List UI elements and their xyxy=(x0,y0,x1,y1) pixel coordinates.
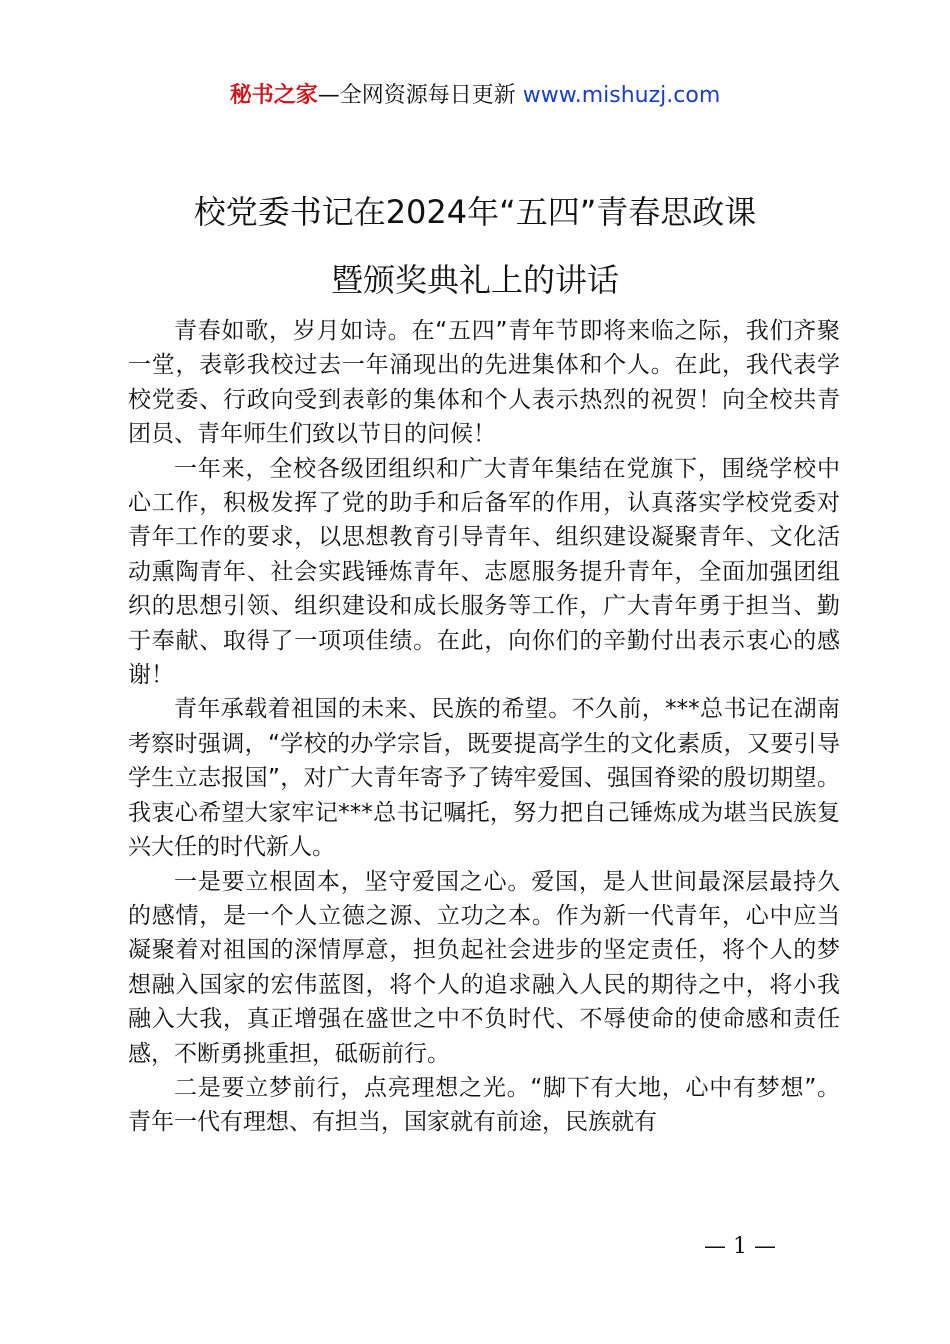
document-body xyxy=(128,314,840,1140)
body-paragraph: 青年承载着祖国的未来、民族的希望。不久前，***总书记在湖南考察时强调，“学校的办学宗旨，既要提高学生的文化素质，又要引导学生立志报国”，对广大青年寄予了铸牢爱国、强国脊梁的殷切期望。我衷心希望大家牢记***总书记嘱托，努力把自己锤炼成为堪当民族复兴大任的时代新人。 xyxy=(128,696,840,861)
body-paragraph: 二是要立梦前行，点亮理想之光。“脚下有大地，心中有梦想”。青年一代有理想、有担当，国家就有前途，民族就有 xyxy=(128,1074,840,1136)
body-paragraph: 青春如歌，岁月如诗。在“五四”青年节即将来临之际，我们齐聚一堂，表彰我校过去一年涌现出的先进集体和个人。在此，我代表学校党委、行政向受到表彰的集体和个人表示热烈的祝贺！向全校共青团员、青年师生们致以节日的问候！ xyxy=(128,318,840,448)
site-tagline: —全网资源每日更新 xyxy=(317,83,516,108)
page-number: — 1 — xyxy=(704,1234,776,1259)
site-brand: 秘书之家 xyxy=(229,83,318,108)
body-paragraph: 一是要立根固本，坚守爱国之心。爱国，是人世间最深层最持久的感情，是一个人立德之源、立功之本。作为新一代青年，心中应当凝聚着对祖国的深情厚意，担负起社会进步的坚定责任，将个人的梦想融入国家的宏伟蓝图，将个人的追求融入人民的期待之中，将小我融入大我，真正增强在盛世之中不负时代、不辱使命的使命感和责任感，不断勇挑重担，砥砺前行。 xyxy=(128,868,840,1067)
body-paragraph: 一年来，全校各级团组织和广大青年集结在党旗下，围绕学校中心工作，积极发挥了党的助手和后备军的作用，认真落实学校党委对青年工作的要求，以思想教育引导青年、组织建设凝聚青年、文化活动熏陶青年、社会实践锤炼青年、志愿服务提升青年，全面加强团组织的思想引领、组织建设和成长服务等工作，广大青年勇于担当、勤于奉献、取得了一项项佳绩。在此，向你们的辛勤付出表示衷心的感谢！ xyxy=(128,455,840,689)
site-header xyxy=(0,80,950,112)
site-url-link[interactable]: www.mishuzj.com xyxy=(522,83,721,108)
document-title-line-2: 暨颁奖典礼上的讲话 xyxy=(330,261,619,299)
document-title-line-1: 校党委书记在2024年“五四”青春思政课 xyxy=(193,193,757,231)
